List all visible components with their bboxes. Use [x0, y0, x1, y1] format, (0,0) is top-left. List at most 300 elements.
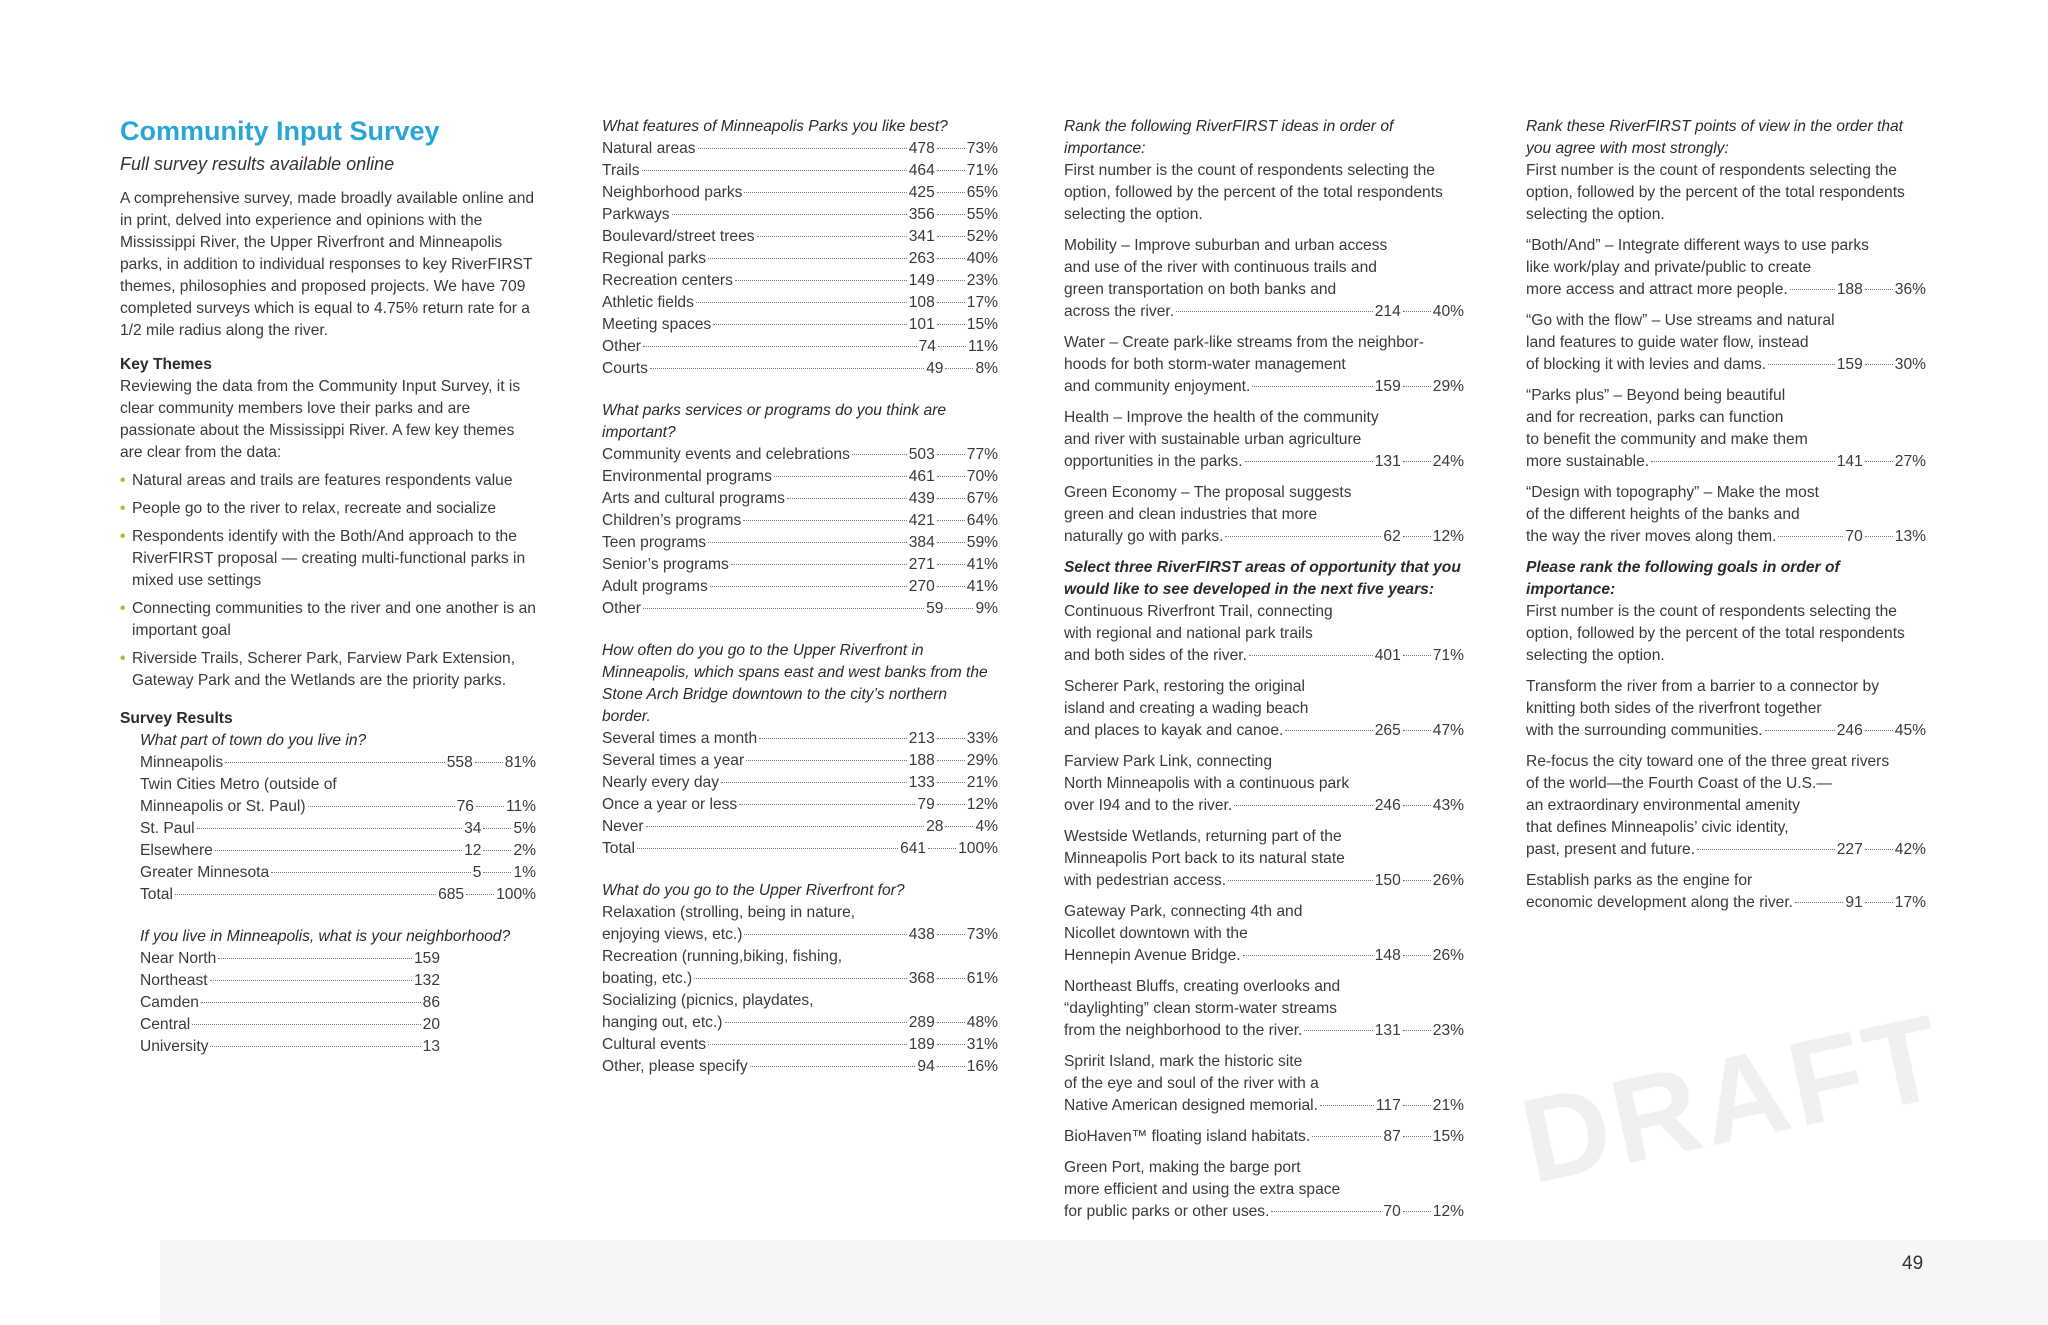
row-count: 438	[908, 926, 935, 943]
row-label: Total	[602, 840, 635, 857]
row-percent: 64%	[966, 512, 998, 529]
item-text-line: Re-focus the city toward one of the three great rivers	[1526, 753, 1890, 770]
key-theme-item: • People go to the river to relax, recreate and socialize	[120, 498, 540, 520]
row-percent: 81%	[504, 754, 536, 771]
often-rows	[602, 728, 998, 860]
row-percent: 2%	[513, 842, 536, 859]
item-text-line: that defines Minneapolis’ civic identity,	[1526, 819, 1789, 836]
item-text-line: Transform the river from a barrier to a connector by	[1526, 678, 1880, 695]
row-count: 70	[1383, 1203, 1401, 1220]
row-count: 189	[908, 1036, 935, 1053]
table-row	[602, 336, 998, 358]
dot-leader	[476, 806, 504, 807]
table-row	[1526, 526, 1926, 548]
dot-leader	[725, 1022, 907, 1023]
row-count: 62	[1383, 528, 1401, 545]
row-label: University	[140, 1038, 209, 1055]
dot-leader	[708, 1044, 907, 1045]
row-label: St. Paul	[140, 820, 195, 837]
row-percent: 26%	[1432, 947, 1464, 964]
table-row	[602, 160, 998, 182]
dot-leader	[197, 828, 462, 829]
table-row	[140, 1036, 440, 1058]
for-rows	[602, 902, 998, 1078]
row-percent: 47%	[1432, 722, 1464, 739]
table-row	[602, 314, 998, 336]
dot-leader	[937, 324, 965, 325]
row-label: Nearly every day	[602, 774, 719, 791]
dot-leader	[271, 872, 471, 873]
table-row	[1526, 839, 1926, 861]
row-percent: 4%	[975, 818, 998, 835]
page-subtitle: Full survey results available online	[120, 154, 395, 174]
row-label: Community events and celebrations	[602, 446, 850, 463]
row-count: 20	[422, 1016, 440, 1033]
row-label: hanging out, etc.)	[602, 1014, 723, 1031]
dot-leader	[750, 1066, 916, 1067]
item-text-line: “Parks plus” – Beyond being beautiful	[1526, 387, 1786, 404]
table-row	[140, 948, 440, 970]
survey-item	[1064, 332, 1464, 398]
item-text-line: Spririt Island, mark the historic site	[1064, 1053, 1303, 1070]
survey-item	[1064, 826, 1464, 892]
item-text-line: Health – Improve the health of the community	[1064, 409, 1379, 426]
survey-item	[1064, 601, 1464, 667]
table-row	[602, 968, 998, 990]
row-count: 384	[908, 534, 935, 551]
item-text-line: Green Economy – The proposal suggests	[1064, 484, 1352, 501]
row-percent: 40%	[1432, 303, 1464, 320]
dot-leader	[1176, 311, 1373, 312]
dot-leader	[1768, 364, 1835, 365]
table-row	[1064, 645, 1464, 667]
dot-leader	[1304, 1030, 1372, 1031]
key-themes-list	[120, 470, 540, 692]
row-count: 76	[456, 798, 474, 815]
table-row	[1526, 892, 1926, 914]
dot-leader	[637, 848, 898, 849]
services-question: What parks services or programs do you think are important?	[602, 402, 947, 441]
table-row	[1526, 720, 1926, 742]
dot-leader	[466, 894, 494, 895]
row-percent: 15%	[966, 316, 998, 333]
dot-leader	[937, 454, 965, 455]
table-row	[602, 204, 998, 226]
row-label: and places to kayak and canoe.	[1064, 722, 1284, 739]
row-label: Trails	[602, 162, 640, 179]
dot-leader	[937, 476, 965, 477]
dot-leader	[937, 280, 965, 281]
survey-item	[1064, 676, 1464, 742]
row-count: 213	[908, 730, 935, 747]
row-label: Regional parks	[602, 250, 707, 267]
survey-item	[1064, 901, 1464, 967]
row-label: Several times a month	[602, 730, 758, 747]
dot-leader	[928, 848, 956, 849]
table-row	[1064, 1126, 1464, 1148]
dot-leader	[937, 804, 965, 805]
survey-results-heading: Survey Results	[120, 710, 233, 727]
item-text-line: green transportation on both banks and	[1064, 281, 1337, 298]
row-label: Recreation centers	[602, 272, 733, 289]
table-row	[602, 772, 998, 794]
dot-leader	[937, 738, 965, 739]
row-label-line: Relaxation (strolling, being in nature,	[602, 904, 856, 921]
row-label: with the surrounding communities.	[1526, 722, 1763, 739]
row-label: Total	[140, 886, 173, 903]
dot-leader	[787, 498, 907, 499]
for-question: What do you go to the Upper Riverfront for?	[602, 882, 905, 899]
row-percent: 31%	[966, 1036, 998, 1053]
column-four	[1526, 116, 1926, 923]
row-label: Hennepin Avenue Bridge.	[1064, 947, 1241, 964]
key-themes-text: Reviewing the data from the Community Input Survey, it is clear community members love their parks and are passionate about the Mississippi River. A few key themes are clear from the data:	[120, 378, 521, 461]
rank-ideas-note: First number is the count of respondents selecting the option, followed by the percent of the total respondents selecting the option.	[1064, 162, 1443, 223]
row-percent: 70%	[966, 468, 998, 485]
row-count: 439	[908, 490, 935, 507]
item-text-line: Nicollet downtown with the	[1064, 925, 1248, 942]
row-label-line: Twin Cities Metro (outside of	[140, 776, 337, 793]
row-label: Elsewhere	[140, 842, 213, 859]
item-text-line: of the world—the Fourth Coast of the U.S.—	[1526, 775, 1832, 792]
row-count: 503	[908, 446, 935, 463]
column-two	[602, 116, 998, 1078]
row-percent: 12%	[1432, 528, 1464, 545]
row-label: Athletic fields	[602, 294, 694, 311]
table-row	[602, 728, 998, 750]
item-text-line: hoods for both storm-water management	[1064, 356, 1346, 373]
dot-leader	[475, 762, 503, 763]
survey-item	[1064, 1157, 1464, 1223]
table-row	[1064, 795, 1464, 817]
row-percent: 23%	[966, 272, 998, 289]
row-count: 159	[413, 950, 440, 967]
select-three-question: Select three RiverFIRST areas of opportunity that you would like to see developed in the next five years:	[1064, 559, 1461, 598]
row-label: of blocking it with levies and dams.	[1526, 356, 1767, 373]
dot-leader	[672, 214, 907, 215]
row-count: 79	[917, 796, 935, 813]
row-percent: 12%	[966, 796, 998, 813]
row-count: 28	[926, 818, 944, 835]
dot-leader	[483, 828, 511, 829]
row-label: Once a year or less	[602, 796, 738, 813]
table-row	[602, 924, 998, 946]
features-question: What features of Minneapolis Parks you like best?	[602, 118, 948, 135]
row-label: Natural areas	[602, 140, 696, 157]
table-row	[602, 444, 998, 466]
dot-leader	[1403, 880, 1431, 881]
row-label: Adult programs	[602, 578, 708, 595]
row-count: 70	[1845, 528, 1863, 545]
dot-leader	[743, 520, 907, 521]
table-row	[602, 510, 998, 532]
survey-item	[1064, 235, 1464, 323]
dot-leader	[937, 236, 965, 237]
row-count: 149	[908, 272, 935, 289]
key-theme-item: • Connecting communities to the river and one another is an important goal	[120, 598, 540, 642]
dot-leader	[1865, 364, 1893, 365]
row-count: 5	[472, 864, 482, 881]
dot-leader	[1225, 536, 1381, 537]
item-text-line: knitting both sides of the riverfront together	[1526, 700, 1822, 717]
item-text-line: Minneapolis Port back to its natural state	[1064, 850, 1345, 867]
dot-leader	[757, 236, 907, 237]
item-text-line: Green Port, making the barge port	[1064, 1159, 1301, 1176]
row-count: 641	[900, 840, 927, 857]
row-label: Northeast	[140, 972, 208, 989]
rank-ideas-question: Rank the following RiverFIRST ideas in order of importance:	[1064, 118, 1394, 157]
table-row	[602, 226, 998, 248]
row-percent: 71%	[1432, 647, 1464, 664]
row-label-line: Socializing (picnics, playdates,	[602, 992, 814, 1009]
dot-leader	[201, 1002, 421, 1003]
table-row	[602, 532, 998, 554]
dot-leader	[1252, 386, 1372, 387]
dot-leader	[210, 1046, 420, 1047]
row-percent: 61%	[966, 970, 998, 987]
row-label: and community enjoyment.	[1064, 378, 1251, 395]
row-count: 188	[908, 752, 935, 769]
dot-leader	[937, 214, 965, 215]
row-percent: 8%	[975, 360, 998, 377]
row-count: 558	[446, 754, 473, 771]
row-percent: 42%	[1894, 841, 1926, 858]
row-percent: 36%	[1894, 281, 1926, 298]
table-row	[1064, 451, 1464, 473]
item-text-line: to benefit the community and make them	[1526, 431, 1808, 448]
row-label: enjoying views, etc.)	[602, 926, 743, 943]
survey-item	[1526, 676, 1926, 742]
row-label: boating, etc.)	[602, 970, 693, 987]
select-three-items	[1064, 601, 1464, 1223]
survey-item	[1064, 751, 1464, 817]
row-count: 461	[908, 468, 935, 485]
dot-leader	[937, 192, 965, 193]
dot-leader	[937, 258, 965, 259]
row-percent: 55%	[966, 206, 998, 223]
table-row	[1526, 279, 1926, 301]
row-count: 478	[908, 140, 935, 157]
item-text-line: Mobility – Improve suburban and urban access	[1064, 237, 1388, 254]
dot-leader	[1403, 386, 1431, 387]
dot-leader	[1403, 1030, 1431, 1031]
row-label: past, present and future.	[1526, 841, 1696, 858]
table-row	[602, 182, 998, 204]
table-row	[140, 970, 440, 992]
dot-leader	[1403, 730, 1431, 731]
table-row	[140, 1014, 440, 1036]
table-row	[602, 358, 998, 380]
row-label: Arts and cultural programs	[602, 490, 785, 507]
row-label: Other	[602, 600, 641, 617]
survey-item	[1064, 407, 1464, 473]
item-text-line: of the eye and soul of the river with a	[1064, 1075, 1319, 1092]
row-count: 131	[1374, 1022, 1401, 1039]
row-count: 356	[908, 206, 935, 223]
row-count: 12	[464, 842, 482, 859]
row-count: 91	[1845, 894, 1863, 911]
row-label: Teen programs	[602, 534, 707, 551]
table-row	[602, 750, 998, 772]
dot-leader	[746, 760, 907, 761]
services-rows	[602, 444, 998, 620]
points-of-view-items	[1526, 235, 1926, 548]
row-label: Central	[140, 1016, 191, 1033]
row-percent: 24%	[1432, 453, 1464, 470]
dot-leader	[937, 760, 965, 761]
row-count: 246	[1836, 722, 1863, 739]
row-count: 94	[917, 1058, 935, 1075]
dot-leader	[937, 520, 965, 521]
dot-leader	[1697, 849, 1835, 850]
survey-item	[1526, 310, 1926, 376]
row-percent: 21%	[1432, 1097, 1464, 1114]
row-label: Parkways	[602, 206, 670, 223]
dot-leader	[643, 346, 917, 347]
dot-leader	[694, 978, 907, 979]
row-count: 141	[1836, 453, 1863, 470]
item-text-line: and river with sustainable urban agriculture	[1064, 431, 1362, 448]
dot-leader	[1285, 730, 1372, 731]
dot-leader	[735, 280, 907, 281]
row-label: Near North	[140, 950, 217, 967]
survey-item	[1526, 235, 1926, 301]
row-label: from the neighborhood to the river.	[1064, 1022, 1303, 1039]
dot-leader	[1651, 461, 1835, 462]
dot-leader	[175, 894, 436, 895]
item-text-line: Farview Park Link, connecting	[1064, 753, 1273, 770]
survey-item	[1526, 385, 1926, 473]
row-percent: 41%	[966, 556, 998, 573]
row-count: 214	[1374, 303, 1401, 320]
dot-leader	[945, 826, 973, 827]
goals-items	[1526, 676, 1926, 914]
row-label: Native American designed memorial.	[1064, 1097, 1318, 1114]
row-count: 150	[1374, 872, 1401, 889]
row-label: Senior’s programs	[602, 556, 729, 573]
table-row	[1064, 870, 1464, 892]
row-percent: 40%	[966, 250, 998, 267]
item-text-line: like work/play and private/public to create	[1526, 259, 1812, 276]
item-text-line: “daylighting” clean storm-water streams	[1064, 1000, 1337, 1017]
item-text-line: with regional and national park trails	[1064, 625, 1313, 642]
dot-leader	[1403, 1136, 1431, 1137]
row-percent: 16%	[966, 1058, 998, 1075]
goals-note: First number is the count of respondents selecting the option, followed by the percent of the total respondents selecting the option.	[1526, 603, 1905, 664]
dot-leader	[1403, 536, 1431, 537]
table-row	[1064, 376, 1464, 398]
row-label: Cultural events	[602, 1036, 707, 1053]
survey-item	[1064, 976, 1464, 1042]
row-percent: 77%	[966, 446, 998, 463]
rank-ideas-items	[1064, 235, 1464, 548]
row-count: 289	[908, 1014, 935, 1031]
table-row	[140, 796, 536, 818]
often-question: How often do you go to the Upper Riverfront in Minneapolis, which spans east and west banks from the Stone Arch Bridge downtown to the city’s northern border.	[602, 642, 988, 725]
row-percent: 59%	[966, 534, 998, 551]
dot-leader	[1234, 805, 1373, 806]
table-row	[602, 138, 998, 160]
neighborhood-question: If you live in Minneapolis, what is your neighborhood?	[140, 928, 511, 945]
row-count: 227	[1836, 841, 1863, 858]
row-count: 263	[908, 250, 935, 267]
dot-leader	[1790, 289, 1835, 290]
row-percent: 27%	[1894, 453, 1926, 470]
item-text-line: and use of the river with continuous trails and	[1064, 259, 1377, 276]
table-row	[602, 292, 998, 314]
dot-leader	[643, 608, 924, 609]
row-label: Minneapolis	[140, 754, 224, 771]
dot-leader	[1865, 902, 1893, 903]
row-percent: 12%	[1432, 1203, 1464, 1220]
dot-leader	[744, 192, 906, 193]
row-label: Boulevard/street trees	[602, 228, 755, 245]
dot-leader	[210, 980, 412, 981]
table-row	[1064, 1095, 1464, 1117]
table-row	[140, 992, 440, 1014]
row-label: over I94 and to the river.	[1064, 797, 1233, 814]
item-text-line: island and creating a wading beach	[1064, 700, 1309, 717]
row-label: Other	[602, 338, 641, 355]
dot-leader	[945, 368, 973, 369]
dot-leader	[1403, 1211, 1431, 1212]
row-count: 34	[464, 820, 482, 837]
table-row	[1064, 301, 1464, 323]
dot-leader	[937, 1044, 965, 1045]
row-percent: 100%	[496, 886, 536, 903]
dot-leader	[937, 170, 965, 171]
dot-leader	[708, 542, 907, 543]
item-text-line: and for recreation, parks can function	[1526, 409, 1784, 426]
row-percent: 11%	[505, 798, 536, 815]
row-percent: 13%	[1894, 528, 1926, 545]
row-count: 464	[908, 162, 935, 179]
table-row	[1064, 526, 1464, 548]
table-row	[602, 816, 998, 838]
dot-leader	[708, 258, 907, 259]
dot-leader	[650, 368, 924, 369]
row-count: 188	[1836, 281, 1863, 298]
row-percent: 45%	[1894, 722, 1926, 739]
table-row	[1064, 1020, 1464, 1042]
survey-item	[1526, 482, 1926, 548]
item-text-line: green and clean industries that more	[1064, 506, 1318, 523]
dot-leader	[1865, 730, 1893, 731]
dot-leader	[192, 1024, 420, 1025]
row-percent: 9%	[975, 600, 998, 617]
dot-leader	[642, 170, 907, 171]
goals-question: Please rank the following goals in order of importance:	[1526, 559, 1840, 598]
row-label: Minneapolis or St. Paul)	[140, 798, 306, 815]
item-text-line: “Go with the flow” – Use streams and natural	[1526, 312, 1835, 329]
dot-leader	[1403, 461, 1431, 462]
intro-section	[120, 188, 540, 1058]
dot-leader	[1249, 655, 1373, 656]
dot-leader	[1865, 461, 1893, 462]
key-themes-heading: Key Themes	[120, 356, 212, 373]
item-text-line: more efficient and using the extra space	[1064, 1181, 1341, 1198]
table-row	[1064, 945, 1464, 967]
row-percent: 11%	[967, 338, 998, 355]
dot-leader	[1403, 311, 1431, 312]
row-label: economic development along the river.	[1526, 894, 1793, 911]
dot-leader	[1865, 536, 1893, 537]
row-label: Children’s programs	[602, 512, 742, 529]
row-percent: 23%	[1432, 1022, 1464, 1039]
table-row	[1526, 451, 1926, 473]
table-row	[602, 1034, 998, 1056]
dot-leader	[1865, 289, 1893, 290]
